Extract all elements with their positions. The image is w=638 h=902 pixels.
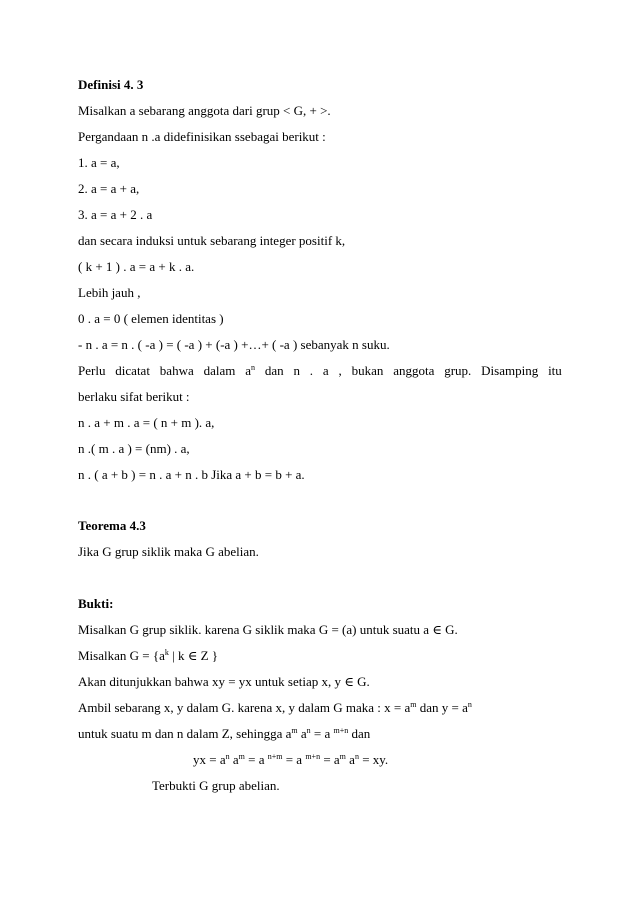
proof-conclusion: Terbukti G grup abelian. bbox=[152, 778, 280, 793]
definition-line: n . a + m . a = ( n + m ). a, bbox=[78, 415, 215, 430]
definition-line: n .( m . a ) = (nm) . a, bbox=[78, 441, 190, 456]
definition-line: Misalkan a sebarang anggota dari grup < G, + >. bbox=[78, 103, 331, 118]
proof-line: Akan ditunjukkan bahwa xy = yx untuk setiap x, y ∈ G. bbox=[78, 674, 370, 689]
proof-line: untuk suatu m dan n dalam Z, sehingga $a^m$ $a^n = a$ $^{m+n}$ dan bbox=[78, 726, 371, 741]
definition-line: Pergandaan n .a didefinisikan ssebagai berikut : bbox=[78, 129, 326, 144]
theorem-statement: Jika G grup siklik maka G abelian. bbox=[78, 544, 259, 559]
definition-line: 2. a = a + a, bbox=[78, 181, 140, 196]
definition-line: Lebih jauh , bbox=[78, 285, 141, 300]
definition-line: 3. a = a + 2 . a bbox=[78, 207, 153, 222]
justified-line: Perlu dicatat bahwa dalam $a^n$ dan n . a , bukan anggota grup. Disamping itu bbox=[78, 363, 562, 378]
definition-line: ( k + 1 ) . a = a + k . a. bbox=[78, 259, 195, 274]
proof-line: Misalkan $G = \{a^k$ | k ∈ Z } bbox=[78, 648, 219, 663]
definition-line: 0 . a = 0 ( elemen identitas ) bbox=[78, 311, 224, 326]
definition-line: n . ( a + b ) = n . a + n . b Jika a + b = b + a. bbox=[78, 467, 305, 482]
proof-line: Ambil sebarang x, y dalam G. karena x, y dalam G maka : $x = a^m$ dan $y = a^n$ bbox=[78, 700, 472, 715]
definition-line: - n . a = n . ( -a ) = ( -a ) + (-a ) +…+ ( -a ) sebanyak n suku. bbox=[78, 337, 390, 352]
definition-line: 1. a = a, bbox=[78, 155, 120, 170]
proof-equation: yx = $a^n$ $a^m = a$ $^{n+m}$ = a $^{m+n} = a^m$ $a^n$ = xy. bbox=[193, 752, 389, 767]
theorem-title: Teorema 4.3 bbox=[78, 518, 146, 533]
definition-line: berlaku sifat berikut : bbox=[78, 389, 190, 404]
proof-line: Misalkan G grup siklik. karena G siklik maka G = (a) untuk suatu a ∈ G. bbox=[78, 622, 458, 637]
proof-title: Bukti: bbox=[78, 596, 114, 611]
definition-title: Definisi 4. 3 bbox=[78, 77, 144, 92]
definition-line: dan secara induksi untuk sebarang integer positif k, bbox=[78, 233, 346, 248]
